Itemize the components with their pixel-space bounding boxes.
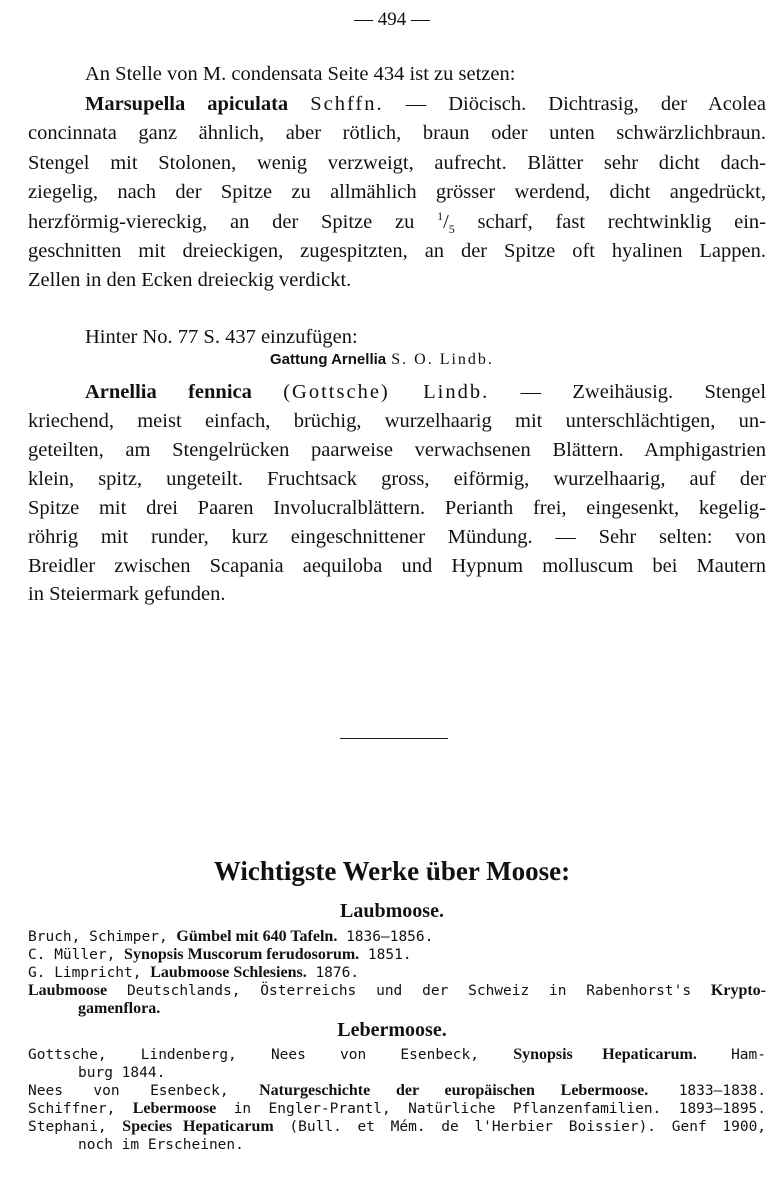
block2-line8: in Steiermark gefunden.	[28, 583, 226, 605]
laub-entry-1-year: 1836—1856.	[346, 929, 434, 945]
block2-line1-rest: — Zweihäusig. Stengel	[520, 381, 767, 403]
laub-entry-4-work-a: Laubmoose	[28, 982, 108, 999]
block2-line6: röhrig mit runder, kurz eingeschnittener Mündung. — Sehr selten: von	[28, 526, 766, 548]
section-separator	[340, 738, 448, 739]
leber-entry-1	[28, 1046, 766, 1064]
block1-line4: ziegelig, nach der Spitze zu allmählich grösser werdend, dicht angedrückt,	[28, 181, 766, 203]
genus-heading: Gattung Arnellia	[270, 351, 387, 368]
leber-entry-2	[28, 1082, 766, 1100]
laub-entry-2-authors: C. Müller,	[28, 947, 116, 963]
laub-entry-3-work: Laubmoose Schlesiens.	[150, 964, 307, 981]
bibliography-title: Wichtigste Werke über Moose:	[213, 856, 571, 886]
laub-entry-3-year: 1876.	[315, 965, 360, 981]
block2-line2: kriechend, meist einfach, brüchig, wurzelhaarig mit unterschlächtigen, un-	[28, 410, 766, 432]
leber-entry-2-year: 1833—1838.	[678, 1083, 766, 1099]
laub-entry-3-authors: G. Limpricht,	[28, 965, 142, 981]
laub-entry-4-work-b: Krypto-	[710, 982, 767, 999]
laub-entry-1-work: Gümbel mit 640 Tafeln.	[176, 928, 338, 945]
species-name: Marsupella apiculata	[85, 93, 289, 115]
block1-line2: concinnata ganz ähnlich, aber rötlich, braun oder unten schwärzlichbraun.	[28, 122, 766, 144]
leber-entry-4-tail: Genf 1900,	[671, 1119, 767, 1135]
fraction: $^1/_5$	[437, 209, 455, 237]
leber-entry-4-authors: Stephani,	[28, 1119, 107, 1135]
leber-entry-3-middle: in Engler-Prantl, Natürliche Pflanzenfamilien.	[233, 1101, 662, 1117]
lebermoose-heading: Lebermoose.	[337, 1019, 447, 1041]
block1-line7: Zellen in den Ecken dreieckig verdickt.	[28, 269, 352, 291]
leber-entry-4-work: Species Hepaticarum	[122, 1118, 274, 1135]
species-name-2: Arnellia fennica	[85, 381, 252, 403]
laub-entry-3	[28, 964, 359, 982]
laub-entry-2-work: Synopsis Muscorum ferudosorum.	[124, 946, 360, 963]
leber-entry-2-authors: Nees von Esenbeck,	[28, 1083, 229, 1099]
leber-entry-3-year: 1893—1895.	[678, 1101, 767, 1117]
laub-entry-2-year: 1851.	[367, 947, 412, 963]
block1-line5-b: scharf, fast rechtwinklig ein-	[477, 211, 766, 233]
leber-entry-1-authors: Gottsche, Lindenberg, Nees von Esenbeck,	[28, 1047, 479, 1063]
laub-entry-4	[28, 982, 766, 1000]
block2-line5: Spitze mit drei Paaren Involucralblättern. Perianth frei, eingesenkt, kegelig-	[28, 497, 766, 519]
leber-entry-1-cont: burg 1844.	[78, 1065, 166, 1081]
leber-entry-4-cont: noch im Erscheinen.	[78, 1137, 244, 1153]
leber-entry-4-middle: (Bull. et Mém. de l'Herbier Boissier).	[289, 1119, 657, 1135]
block1-line5-a: herzförmig-viereckig, an der Spitze zu	[28, 211, 415, 233]
genus-author: S. O. Lindb.	[391, 351, 494, 368]
leber-entry-3	[28, 1100, 766, 1118]
leber-entry-1-tail: Ham-	[731, 1047, 766, 1063]
laub-entry-2	[28, 946, 412, 964]
laub-entry-4-middle: Deutschlands, Österreichs und der Schweiz in Rabenhorst's	[126, 983, 692, 999]
leber-entry-3-authors: Schiffner,	[28, 1101, 116, 1117]
leber-entry-1-work: Synopsis Hepaticarum.	[513, 1046, 697, 1063]
block1-line1-rest: — Diöcisch. Dichtrasig, der Acolea	[405, 93, 767, 115]
leber-entry-2-work: Naturgeschichte der europäischen Lebermoose.	[259, 1082, 649, 1099]
laub-entry-4-cont	[78, 1000, 160, 1018]
block1-line1	[85, 92, 766, 116]
block1-line5	[28, 209, 766, 237]
genus-heading-line	[270, 346, 494, 372]
block2-line3: geteilten, am Stengelrücken paarweise verwachsenen Blättern. Amphigastrien	[28, 439, 766, 461]
block2-line1	[85, 380, 766, 404]
block1-line6: geschnitten mit dreieckigen, zugespitzten, an der Spitze oft hyalinen Lappen.	[28, 240, 766, 262]
leber-entry-3-work: Lebermoose	[132, 1100, 217, 1117]
fraction-denominator: 5	[448, 222, 455, 237]
block1-line3: Stengel mit Stolonen, wenig verzweigt, aufrecht. Blätter sehr dicht dach-	[28, 152, 766, 174]
species-author: Schffn.	[310, 93, 384, 115]
laubmoose-heading: Laubmoose.	[340, 900, 444, 922]
block2-line7: Breidler zwischen Scapania aequiloba und Hypnum molluscum bei Mautern	[28, 555, 766, 577]
species-author-2: (Gottsche) Lindb.	[283, 381, 490, 403]
leber-entry-4	[28, 1118, 766, 1136]
laub-entry-4-work-c: gamenflora.	[78, 1000, 161, 1017]
page-number: — 494 —	[354, 9, 430, 30]
block2-intro: Hinter No. 77 S. 437 einzufügen:	[85, 326, 358, 348]
laub-entry-1	[28, 928, 433, 946]
block1-intro: An Stelle von M. condensata Seite 434 ist zu setzen:	[85, 63, 516, 85]
fraction-numerator: 1	[437, 209, 444, 224]
block2-line4: klein, spitz, ungeteilt. Fruchtsack gross, eiförmig, wurzelhaarig, auf der	[28, 468, 766, 490]
laub-entry-1-authors: Bruch, Schimper,	[28, 929, 168, 945]
